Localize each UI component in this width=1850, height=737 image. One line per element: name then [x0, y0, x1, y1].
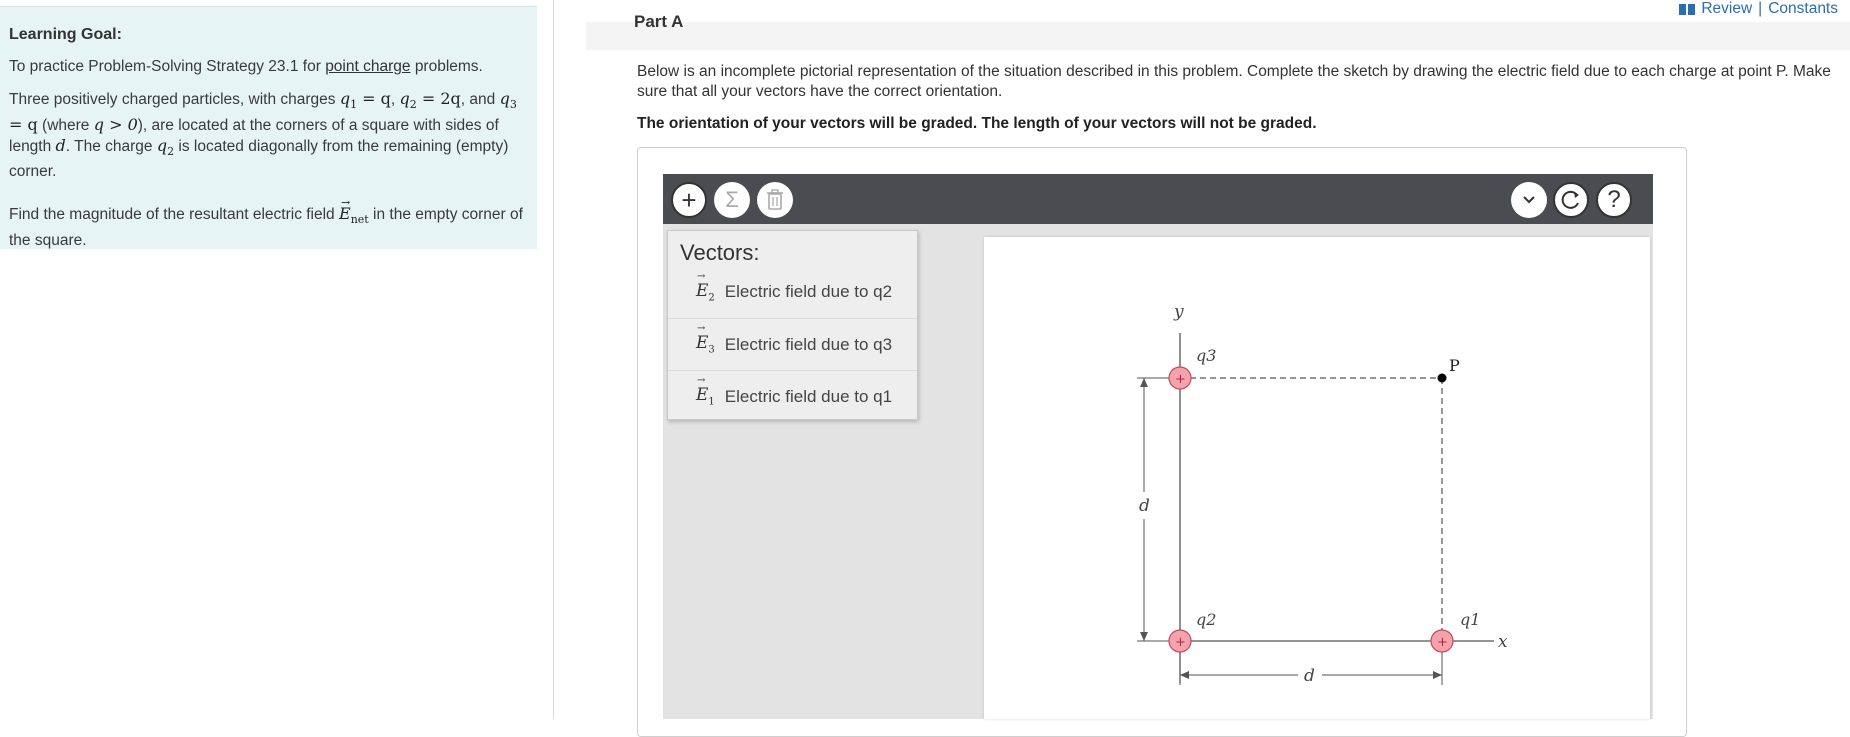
vector-item-label: Electric field due to q2 [724, 282, 893, 301]
dim-arrow-up [1140, 378, 1148, 387]
x-axis-label: x [1498, 632, 1508, 652]
svg-text:+: + [1175, 635, 1186, 650]
vector-symbol: → $E_3$ [696, 333, 715, 355]
q3-label: q3 [1196, 346, 1217, 365]
review-constants-link [1679, 0, 1838, 18]
vector-item-e1[interactable] [668, 370, 917, 422]
statement-part-c: (where [42, 117, 90, 135]
add-vector-button[interactable] [671, 182, 707, 218]
task-part-b: in the empty corner of the square. [9, 206, 523, 249]
statement-part-a: Three positively charged particles, with charges [9, 91, 336, 108]
vector-symbol: → $E_2$ [696, 281, 715, 303]
statement-part-b: , and [460, 91, 496, 108]
statement-part-d: ), are located at the corners of a square with sides of length [9, 117, 499, 156]
options-dropdown-button[interactable] [1511, 182, 1547, 218]
y-axis-label: y [1174, 302, 1184, 322]
chevron-down-icon [1522, 195, 1536, 205]
d-label-vertical: d [1139, 496, 1150, 516]
dim-arrow-down [1140, 632, 1148, 641]
reset-icon [1560, 189, 1582, 211]
math-q3: $q_3 = q$ [9, 89, 517, 135]
intro-prefix: To practice Problem-Solving Strategy 23.1 for [9, 58, 321, 75]
sigma-icon: Σ [725, 187, 739, 212]
charge-q3 [1169, 367, 1191, 389]
help-button[interactable] [1596, 182, 1632, 218]
learning-goal-title: Learning Goal: [9, 26, 122, 43]
charge-q2 [1169, 630, 1191, 652]
sum-button[interactable] [714, 182, 750, 218]
svg-text:+: + [1437, 635, 1448, 650]
delete-button[interactable] [757, 182, 793, 218]
review-link[interactable]: Review [1701, 0, 1753, 17]
constants-link[interactable]: Constants [1768, 0, 1838, 17]
plus-icon: + [681, 184, 697, 215]
vector-symbol: → $E_1$ [696, 385, 715, 407]
learning-goal-panel [0, 6, 537, 249]
q2-label: q2 [1196, 610, 1217, 629]
math-q2-ref: $q_2$ [156, 136, 175, 159]
point-p-label: P [1449, 356, 1460, 375]
book-icon [1679, 4, 1695, 15]
panel-divider [553, 0, 554, 719]
statement-part-f: is located diagonally from the remaining (empty) corner. [9, 138, 509, 181]
task-statement [9, 204, 529, 250]
statement-part-e: . The charge [65, 138, 153, 156]
intro-suffix: problems. [414, 58, 483, 75]
svg-text:+: + [1175, 372, 1186, 387]
part-header[interactable] [586, 12, 1850, 50]
math-q1: $q_1 = q$ [339, 89, 391, 112]
drawing-canvas[interactable] [984, 237, 1650, 719]
math-e-net: → $E_{net}$ [339, 204, 369, 223]
task-part-a: Find the magnitude of the resultant electric field [9, 206, 335, 224]
vectors-menu-title: Vectors: [680, 240, 760, 265]
q1-label: q1 [1460, 610, 1481, 629]
vector-item-e2[interactable] [668, 266, 917, 318]
problem-statement: Three positively charged particles, with charges $q_1 = q$, $q_2 = 2q$, and $q_3 = q$ (where q > 0), are located at the corners of a square with sides of length d. The charge $q_2$ is located diagonally from the remaining (empty) corner. [9, 89, 517, 181]
point-charge-link[interactable]: point charge [325, 58, 411, 75]
trash-icon [766, 189, 784, 211]
vector-item-label: Electric field due to q3 [724, 334, 893, 354]
charge-q1 [1431, 630, 1453, 652]
vectors-menu [667, 230, 918, 420]
point-p [1438, 374, 1447, 383]
dim-arrow-right [1433, 671, 1442, 679]
help-icon: ? [1607, 186, 1621, 213]
drawing-toolbar [663, 174, 1653, 224]
reset-button[interactable] [1553, 182, 1589, 218]
charge-diagram [984, 237, 1650, 719]
math-q2: $q_2 = 2q$ [399, 89, 461, 112]
vector-item-e3[interactable] [668, 318, 917, 370]
d-label-horizontal: d [1304, 666, 1315, 686]
math-d: d [55, 136, 66, 156]
math-condition: q > 0 [93, 115, 138, 135]
link-separator: | [1758, 0, 1763, 17]
dim-arrow-left [1180, 671, 1189, 679]
learning-goal-intro [9, 57, 529, 77]
instructions-text: Below is an incomplete pictorial representation of the situation described in this problem. Complete the sketch by drawing the electric field due to each charge at point P. Make sure that all your vectors have the correct orientation. [637, 63, 1831, 100]
vector-item-label: Electric field due to q1 [724, 386, 893, 406]
part-title: Part A [634, 12, 684, 31]
grading-note: The orientation of your vectors will be graded. The length of your vectors will not be graded. [637, 115, 1317, 132]
